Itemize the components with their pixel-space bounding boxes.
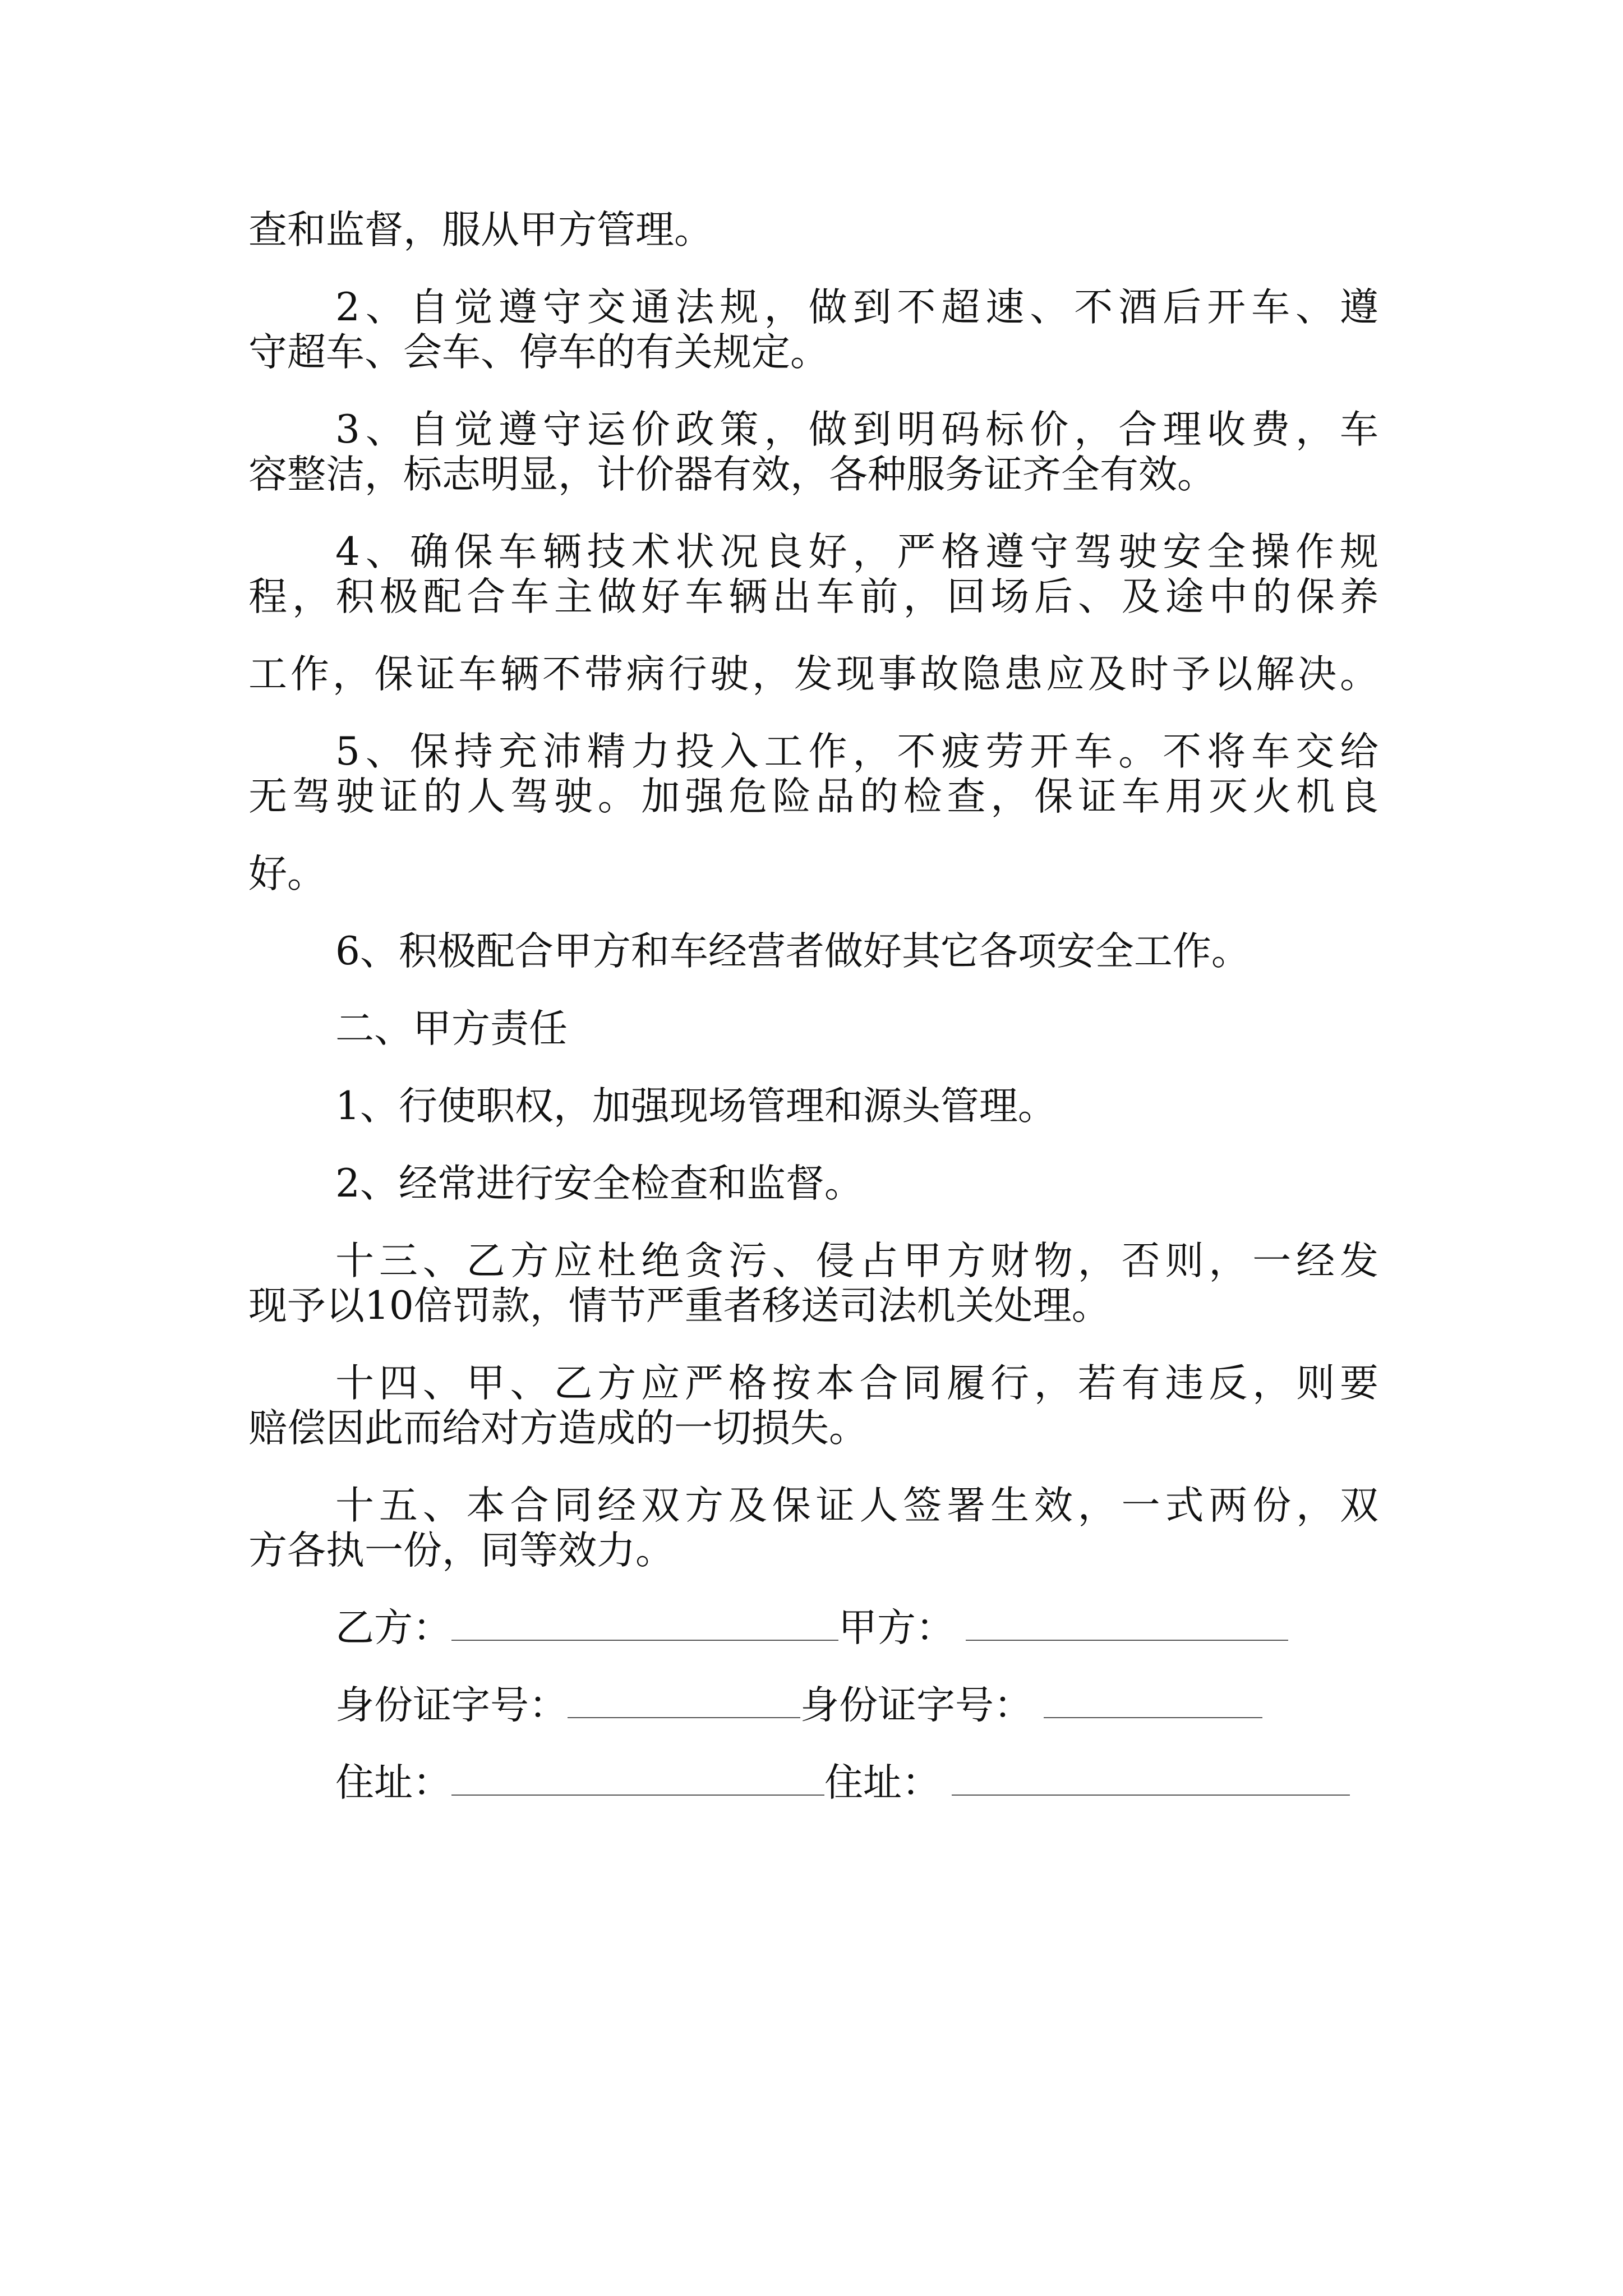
article-13-line-2: 现予以10倍罚款，情节严重者移送司法机关处理。 <box>248 1283 1110 1328</box>
party-a-signature-blank[interactable] <box>966 1607 1288 1641</box>
clause-a-1: 1、行使职权，加强现场管理和源头管理。 <box>335 1084 1057 1129</box>
party-b-address-label: 住址： <box>335 1760 451 1805</box>
signature-row-parties <box>248 1605 1378 1650</box>
article-13-line-1: 十三、乙方应杜绝贪污、侵占甲方财物，否则，一经发 <box>335 1239 1378 1283</box>
clause-b-4-line-1: 4、确保车辆技术状况良好，严格遵守驾驶安全操作规 <box>335 530 1378 574</box>
clause-b-2-line-2: 守超车、会车、停车的有关规定。 <box>248 330 829 375</box>
clause-b-3-line-2: 容整洁，标志明显，计价器有效，各种服务证齐全有效。 <box>248 452 1216 497</box>
clause-b-4-line-2: 程，积极配合车主做好车辆出车前，回场后、及途中的保养 <box>248 574 1378 619</box>
clause-b-5-line-3: 好。 <box>248 852 326 896</box>
party-a-label: 甲方： <box>838 1605 955 1650</box>
party-b-id-label: 身份证字号： <box>335 1683 568 1728</box>
clause-b-5-line-2: 无驾驶证的人驾驶。加强危险品的检查，保证车用灭火机良 <box>248 774 1378 819</box>
article-15-line-2: 方各执一份，同等效力。 <box>248 1528 674 1573</box>
party-b-address-blank[interactable] <box>451 1762 824 1796</box>
clause-b-2-line-1: 2、自觉遵守交通法规，做到不超速、不酒后开车、遵 <box>335 285 1378 330</box>
clause-a-2: 2、经常进行安全检查和监督。 <box>335 1161 863 1206</box>
party-a-address-blank[interactable] <box>952 1762 1350 1796</box>
article-14-line-1: 十四、甲、乙方应严格按本合同履行，若有违反，则要 <box>335 1361 1378 1406</box>
signature-row-address <box>248 1760 1378 1805</box>
contract-page <box>248 208 1378 1838</box>
party-a-id-blank[interactable] <box>1044 1685 1262 1718</box>
clause-b-4-line-3: 工作，保证车辆不带病行驶，发现事故隐患应及时予以解决。 <box>248 652 1378 697</box>
paragraph-continuation: 查和监督，服从甲方管理。 <box>248 208 713 252</box>
signature-row-id <box>248 1683 1378 1728</box>
clause-b-6: 6、积极配合甲方和车经营者做好其它各项安全工作。 <box>335 929 1250 974</box>
section-heading-party-a: 二、甲方责任 <box>335 1006 568 1051</box>
clause-b-5-line-1: 5、保持充沛精力投入工作，不疲劳开车。不将车交给 <box>335 729 1378 774</box>
article-15-line-1: 十五、本合同经双方及保证人签署生效，一式两份，双 <box>335 1483 1378 1528</box>
party-a-id-label: 身份证字号： <box>800 1683 1032 1728</box>
party-a-address-label: 住址： <box>824 1760 940 1805</box>
article-14-line-2: 赔偿因此而给对方造成的一切损失。 <box>248 1406 868 1451</box>
party-b-signature-blank[interactable] <box>451 1607 838 1641</box>
party-b-label: 乙方： <box>335 1605 451 1650</box>
party-b-id-blank[interactable] <box>568 1685 800 1718</box>
clause-b-3-line-1: 3、自觉遵守运价政策，做到明码标价，合理收费，车 <box>335 407 1378 452</box>
